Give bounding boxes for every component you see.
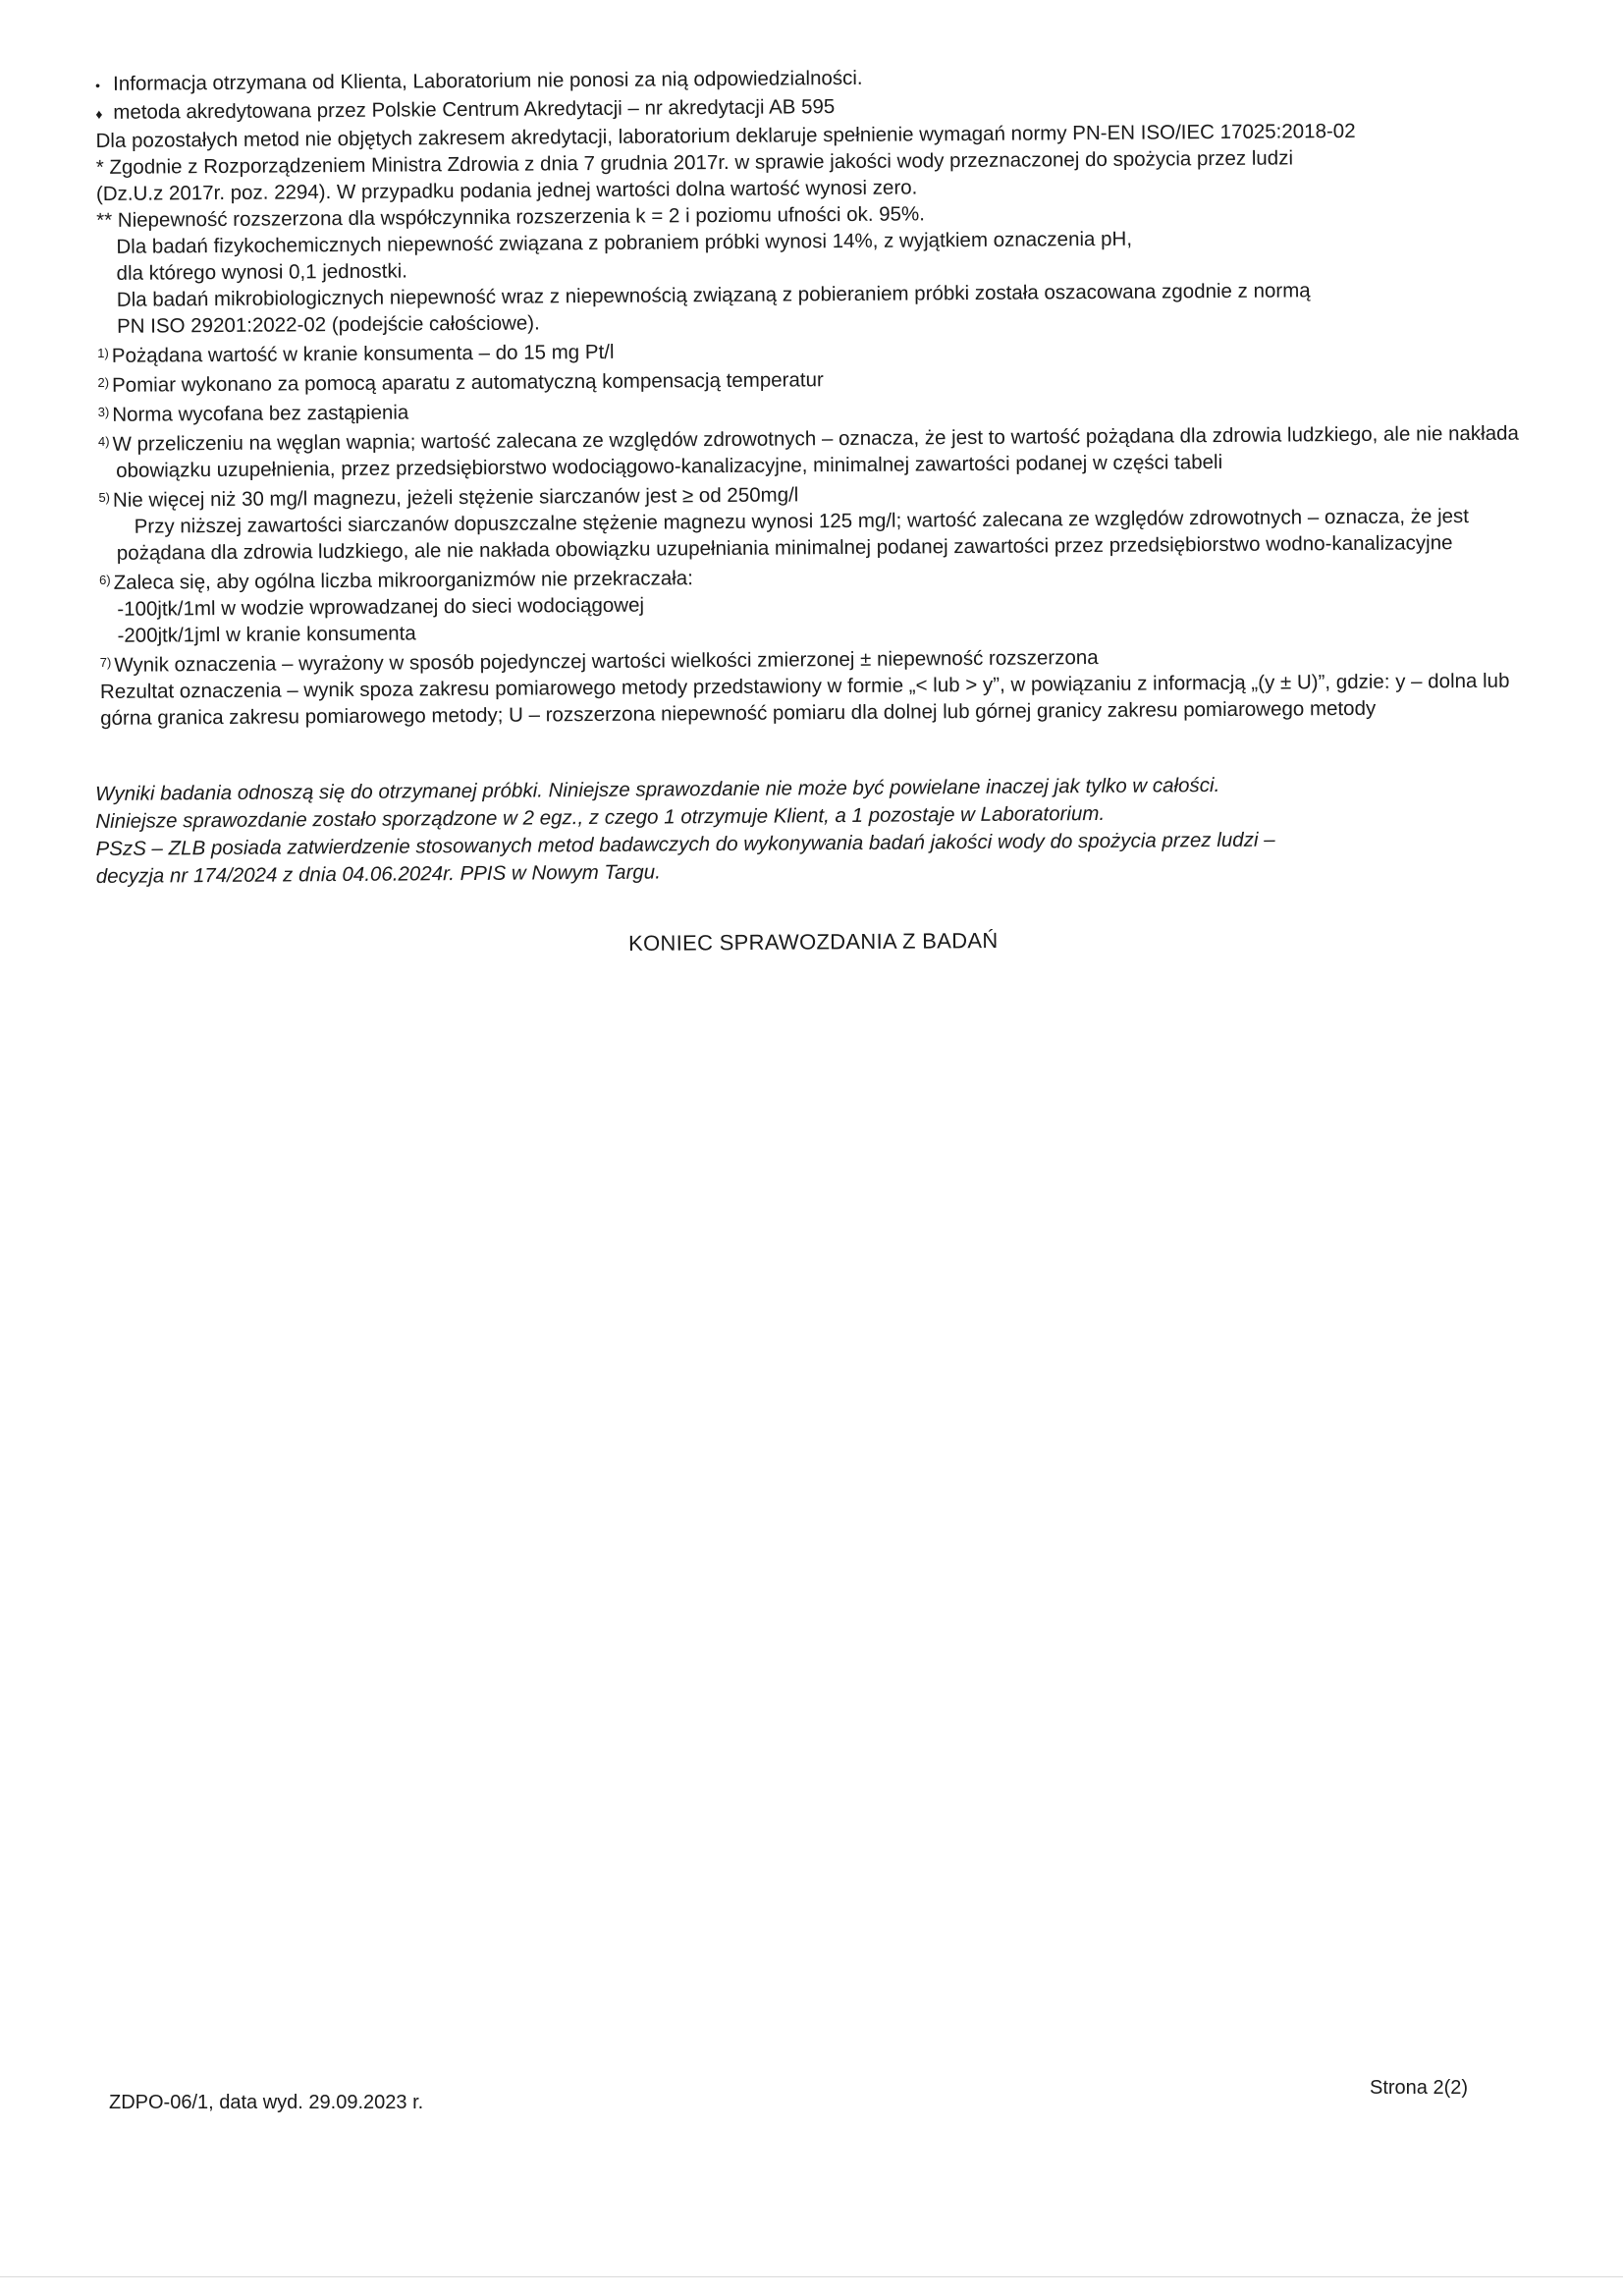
note-line: górna granica zakresu pomiarowego metody; U – rozszerzona niepewność pomiaru dla dolnej lub górnej granicy zakresu pomiarowego metody	[100, 696, 1377, 730]
footnote-2: $^{2)}$ Pomiar wykonano za pomocą aparatu z automatyczną kompensacją temperatur	[97, 368, 824, 397]
note-line: • Informacja otrzymana od Klienta, Laboratorium nie ponosi za nią odpowiedzialności.	[95, 59, 1548, 99]
footnote-marker: 4)	[97, 433, 110, 449]
note-line: dla którego wynosi 0,1 jednostki.	[116, 259, 407, 285]
footnote-7: $^{7)}$ Wynik oznaczenia – wyrażony w sposób pojedynczej wartości wielkości zmierzonej ± niepewność rozszerzona	[99, 645, 1099, 677]
footnote-1: $^{1)}$ Pożądana wartość w kranie konsumenta – do 15 mg Pt/l	[97, 340, 615, 367]
note-line: Dla badań fizykochemicznych niepewność związana z pobraniem próbki wynosi 14%, z wyjątkiem oznaczenia pH,	[116, 227, 1133, 258]
statement-line: decyzja nr 174/2024 z dnia 04.06.2024r. PPIS w Nowym Targu.	[95, 860, 661, 888]
report-statement	[95, 770, 1471, 891]
note-line: obowiązku uzupełnienia, przez przedsiębiorstwo wodociągowo-kanalizacyjne, minimalnej zawartości podanej w części tabeli	[116, 450, 1223, 482]
footnote-marker: 5)	[98, 489, 111, 505]
footnote-marker: 2)	[97, 374, 110, 390]
footnote-marker: 7)	[99, 654, 112, 670]
form-code: ZDPO-06/1, data wyd. 29.09.2023 r.	[109, 2092, 424, 2113]
diamond-icon: ♦	[95, 105, 103, 122]
footnote-3: $^{3)}$ Norma wycofana bez zastąpienia	[97, 401, 409, 426]
footnotes-block	[95, 59, 1553, 732]
note-line: PN ISO 29201:2022-02 (podejście całościowe).	[116, 311, 540, 338]
end-of-report-title: KONIEC SPRAWOZDANIA Z BADAŃ	[628, 928, 999, 956]
bullet-dot-icon: •	[95, 77, 101, 93]
note-line: (Dz.U.z 2017r. poz. 2294). W przypadku podania jednej wartości dolna wartość wynosi zero.	[95, 176, 918, 205]
footnote-marker: 6)	[99, 572, 111, 587]
note-line: * Zgodnie z Rozporządzeniem Ministra Zdrowia z dnia 7 grudnia 2017r. w sprawie jakości wody przeznaczonej do spożycia przez ludzi	[95, 146, 1294, 179]
note-line: Przy niższej zawartości siarczanów dopuszczalne stężenie magnezu wynosi 125 mg/l; wartość zalecana ze względów zdrowotnych – oznacza, że jest	[134, 505, 1470, 538]
note-line: pożądana dla zdrowia ludzkiego, ale nie nakłada obowiązku uzupełniania minimalnej podanej zawartości przez przedsiębiorstwo wodno-kanalizacyjne	[116, 531, 1453, 565]
footnote-5: $^{5)}$ Nie więcej niż 30 mg/l magnezu, jeżeli stężenie siarczanów jest ≥ od 250mg/l	[98, 483, 799, 512]
footnote-6: $^{6)}$ Zaleca się, aby ogólna liczba mikroorganizmów nie przekraczała:	[99, 567, 693, 594]
note-line: Dla pozostałych metod nie objętych zakresem akredytacji, laboratorium deklaruje spełnienie wymagań normy PN-EN ISO/IEC 17025:2018-02	[95, 119, 1356, 152]
note-line: Dla badań mikrobiologicznych niepewność wraz z niepewnością związaną z pobieraniem próbki została oszacowana zgodnie z normą	[116, 279, 1311, 311]
note-line: ♦ metoda akredytowana przez Polskie Centrum Akredytacji – nr akredytacji AB 595	[95, 87, 1548, 128]
note-line: Rezultat oznaczenia – wynik spoza zakresu pomiarowego metody przedstawiony w formie „< lub > y”, w powiązaniu z informacją „(y ± U)”, gdzie: y – dolna lub	[99, 669, 1510, 703]
bottom-divider	[0, 2276, 1623, 2277]
page-number: Strona 2(2)	[1370, 2077, 1469, 2099]
note-line: ** Niepewność rozszerzona dla współczynnika rozszerzenia k = 2 i poziomu ufności ok. 95%.	[96, 202, 926, 232]
statement-line: Wyniki badania odnoszą się do otrzymanej próbki. Niniejsze sprawozdanie nie może być powielane inaczej jak tylko w całości.	[95, 774, 1220, 805]
footnote-marker: 3)	[97, 404, 110, 419]
footnote-4: $^{4)}$ W przeliczeniu na węglan wapnia; wartość zalecana ze względów zdrowotnych – oznacza, że jest to wartość pożądana dla zdrowia ludzkiego, ale nie nakłada	[97, 421, 1519, 456]
statement-line: PSzS – ZLB posiada zatwierdzenie stosowanych metod badawczych do wykonywania badań jakości wody do spożycia przez ludzi –	[95, 828, 1275, 860]
statement-line: Niniejsze sprawozdanie zostało sporządzone w 2 egz., z czego 1 otrzymuje Klient, a 1 pozostaje w Laboratorium.	[95, 801, 1106, 833]
note-line: -100jtk/1ml w wodzie wprowadzanej do sieci wodociągowej	[117, 593, 645, 621]
footnote-marker: 1)	[97, 345, 109, 360]
note-line: -200jtk/1jml w kranie konsumenta	[117, 622, 416, 647]
